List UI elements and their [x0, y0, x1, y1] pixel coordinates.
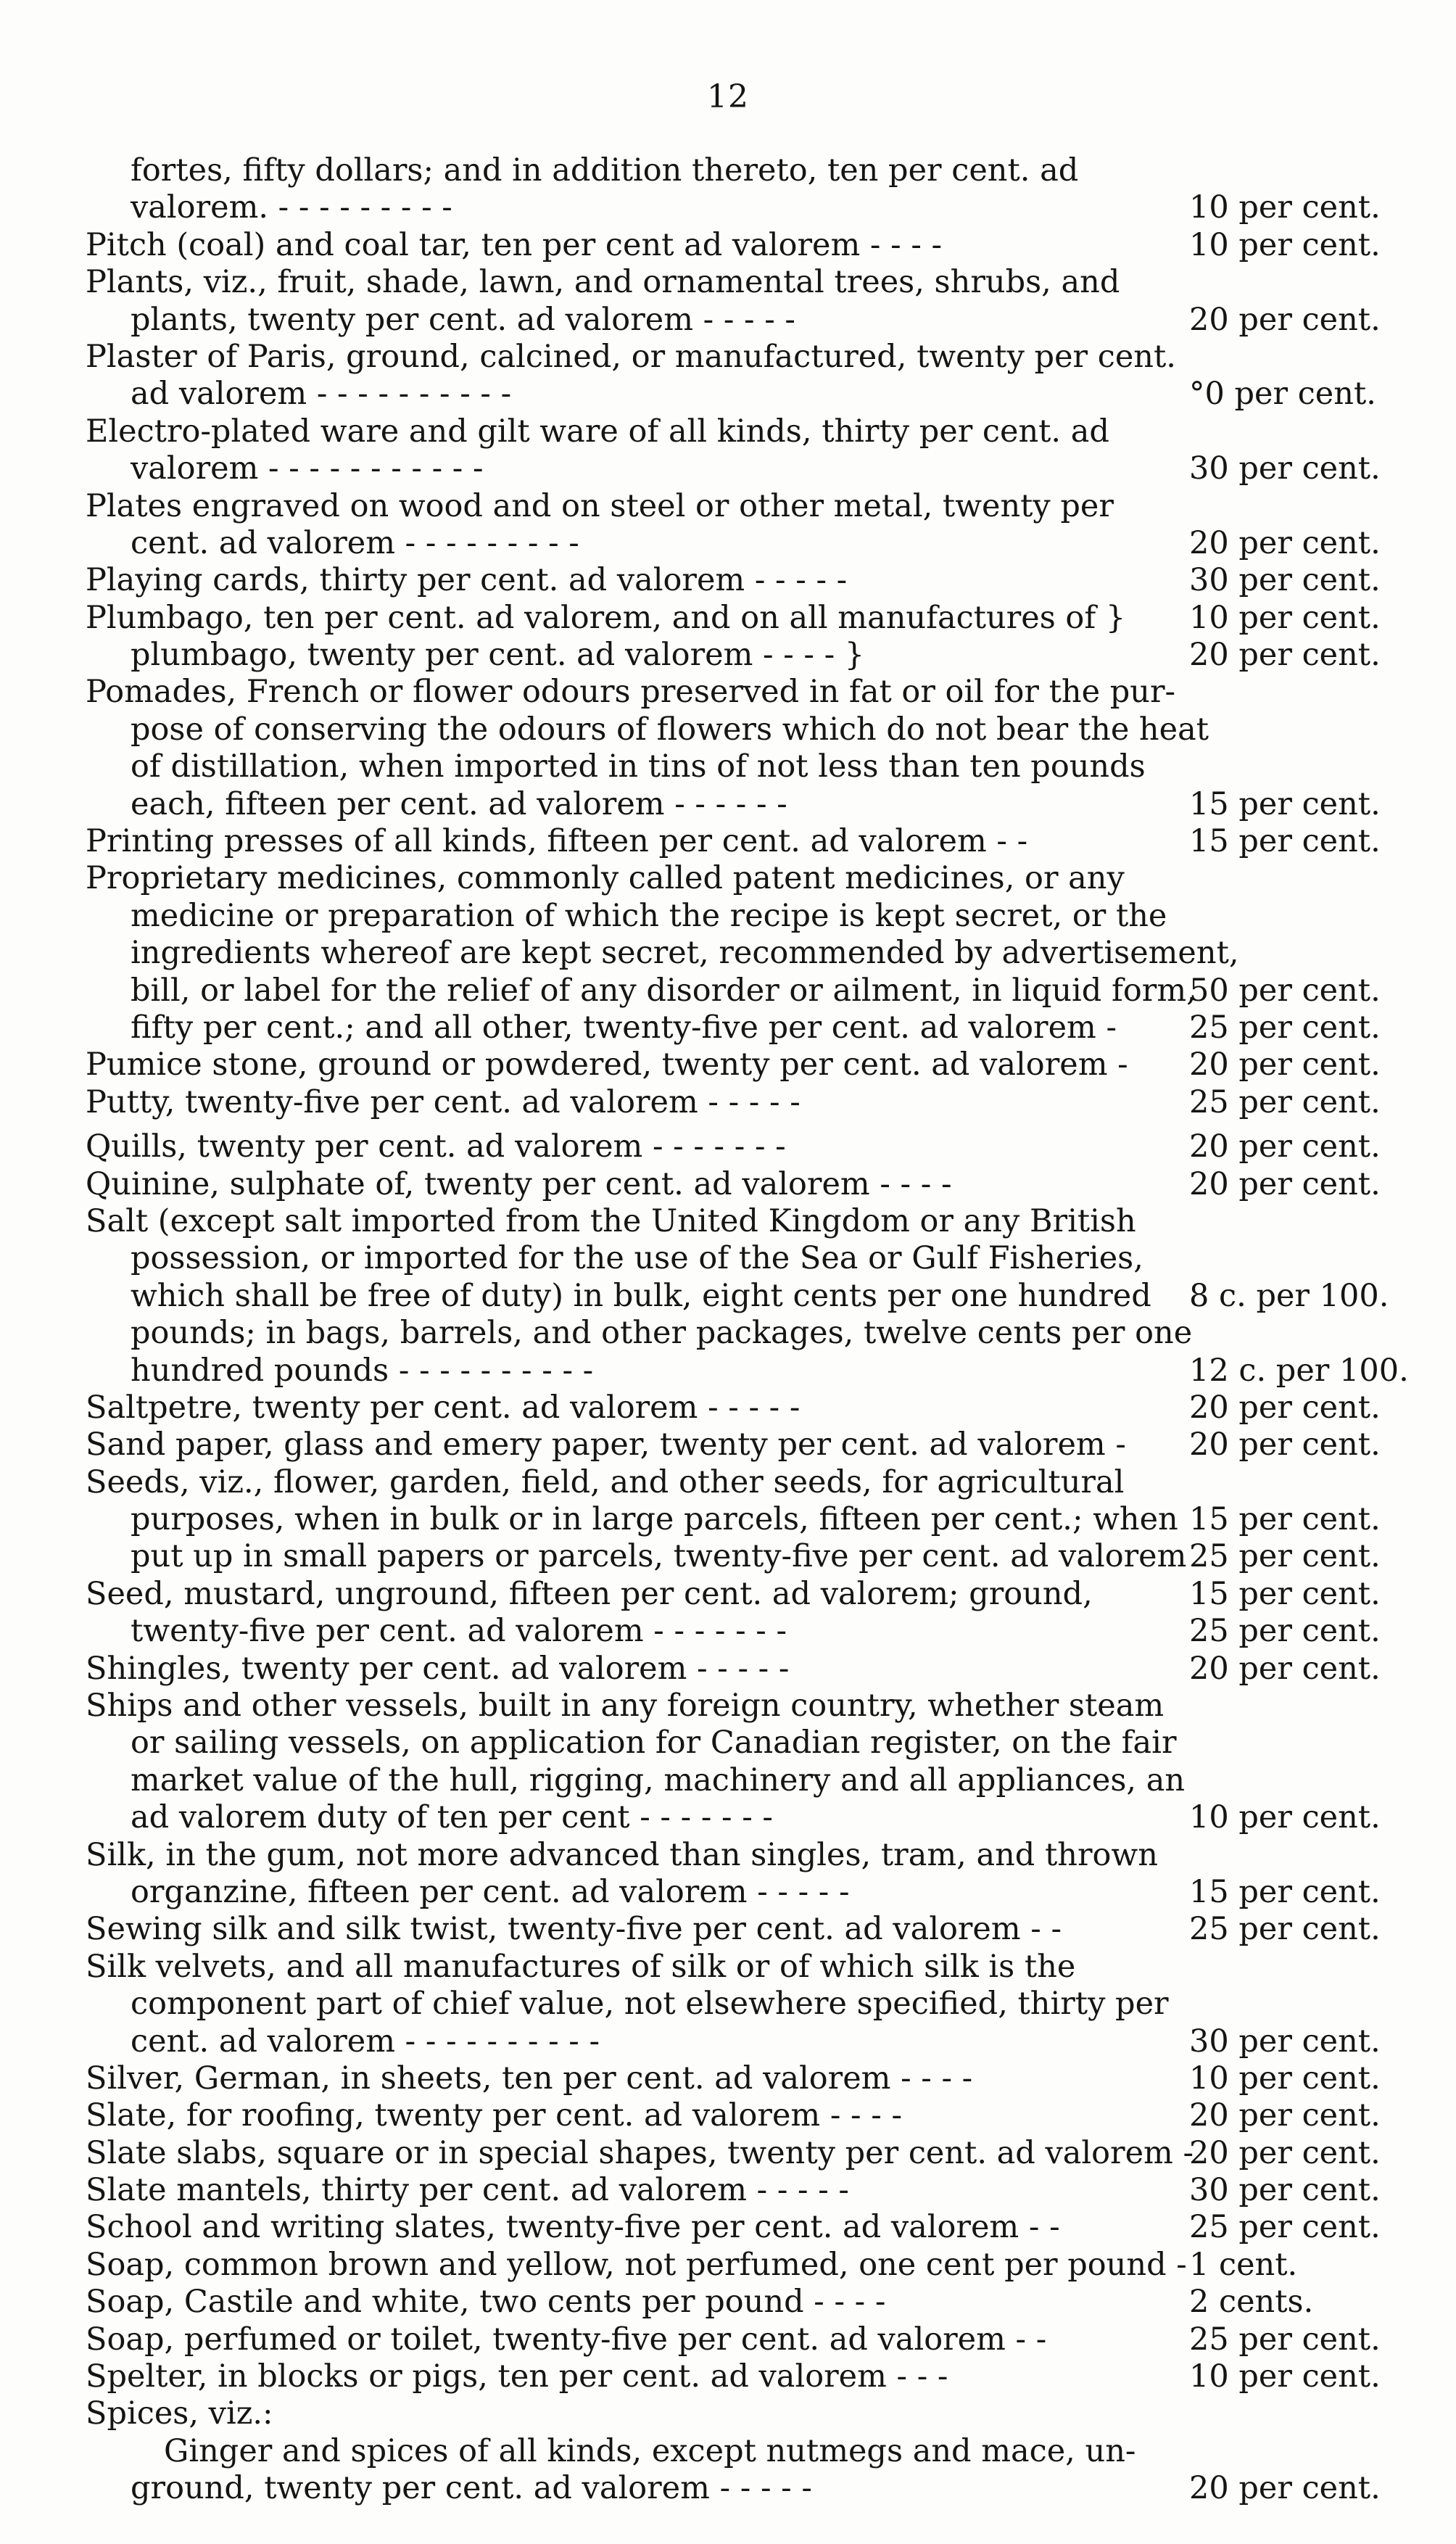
line-text: hundred pounds - - - - - - - - - - [131, 1352, 594, 1389]
duty-rate: 20 per cent. [1189, 2134, 1381, 2171]
line-text: Seeds, viz., flower, garden, field, and other seeds, for agricultural [86, 1463, 1125, 1500]
line-text: Spelter, in blocks or pigs, ten per cent. ad valorem - - - [86, 2358, 948, 2395]
tariff-line [86, 2433, 1391, 2470]
duty-rate: 20 per cent. [1189, 301, 1381, 338]
tariff-line [86, 1009, 1391, 1046]
line-text: Ships and other vessels, built in any foreign country, whether steam [86, 1688, 1165, 1725]
duty-rate: 30 per cent. [1189, 2172, 1381, 2209]
tariff-line [86, 674, 1391, 711]
duty-rate: 30 per cent. [1189, 450, 1381, 487]
duty-rate: 10 per cent. [1189, 226, 1381, 263]
line-text: put up in small papers or parcels, twenty-five per cent. ad valorem [131, 1538, 1187, 1575]
line-text: Pomades, French or flower odours preserved in fat or oil for the pur- [86, 674, 1176, 711]
tariff-line [86, 600, 1391, 637]
tariff-line [86, 1651, 1391, 1688]
line-text: plumbago, twenty per cent. ad valorem - - - - } [131, 637, 865, 674]
line-text: Plumbago, ten per cent. ad valorem, and on all manufactures of } [86, 599, 1126, 636]
tariff-line [86, 1762, 1391, 1799]
tariff-line [86, 1084, 1391, 1121]
line-text: Silver, German, in sheets, ten per cent. ad valorem - - - - [86, 2060, 973, 2097]
duty-rate: 30 per cent. [1189, 562, 1381, 599]
line-text: Silk velvets, and all manufactures of silk or of which silk is the [86, 1948, 1076, 1985]
line-text: or sailing vessels, on application for Canadian register, on the fair [131, 1725, 1177, 1762]
tariff-line [86, 2135, 1391, 2172]
tariff-line [86, 562, 1391, 599]
tariff-line [86, 1688, 1391, 1725]
tariff-line [86, 1278, 1391, 1315]
tariff-line [86, 227, 1391, 264]
line-text: of distillation, when imported in tins of not less than ten pounds [131, 748, 1146, 785]
line-text: cent. ad valorem - - - - - - - - - [131, 524, 579, 561]
line-text: Silk, in the gum, not more advanced than singles, tram, and thrown [86, 1836, 1158, 1873]
line-text: component part of chief value, not elsewhere specified, thirty per [131, 1986, 1169, 2023]
line-text: Slate, for roofing, twenty per cent. ad valorem - - - - [86, 2097, 902, 2134]
duty-rate: 1 cent. [1189, 2246, 1298, 2283]
duty-rate: 20 per cent. [1189, 1650, 1381, 1687]
line-text: Slate slabs, square or in special shapes, twenty per cent. ad valorem - [86, 2134, 1194, 2171]
tariff-entries [86, 152, 1409, 2508]
line-text: Playing cards, thirty per cent. ad valorem - - - - - [86, 562, 848, 599]
line-text: medicine or preparation of which the recipe is kept secret, or the [131, 897, 1167, 934]
tariff-line [86, 2284, 1391, 2321]
duty-rate: 20 per cent. [1189, 1389, 1381, 1426]
tariff-line [86, 1986, 1391, 2023]
tariff-line [86, 152, 1391, 189]
tariff-line [86, 488, 1391, 525]
line-text: plants, twenty per cent. ad valorem - - - - - [131, 301, 795, 338]
line-text: ground, twenty per cent. ad valorem - - - - - [131, 2470, 812, 2507]
line-text: fifty per cent.; and all other, twenty-five per cent. ad valorem - [131, 1009, 1117, 1046]
duty-rate: 25 per cent. [1189, 2209, 1381, 2246]
line-text: Sewing silk and silk twist, twenty-five per cent. ad valorem - - [86, 1911, 1062, 1948]
duty-rate: 10 per cent. [1189, 599, 1381, 636]
duty-rate: 8 c. per 100. [1189, 1277, 1389, 1314]
tariff-line [86, 1613, 1391, 1650]
tariff-line [86, 1538, 1391, 1575]
duty-rate: °0 per cent. [1189, 376, 1376, 413]
tariff-line [86, 1799, 1391, 1836]
duty-rate: 15 per cent. [1189, 1575, 1381, 1612]
duty-rate: 25 per cent. [1189, 1911, 1381, 1948]
duty-rate: 25 per cent. [1189, 1538, 1381, 1575]
tariff-line [86, 972, 1391, 1009]
tariff-line [86, 711, 1391, 748]
duty-rate: 20 per cent. [1189, 2097, 1381, 2134]
line-text: Electro-plated ware and gilt ware of all kinds, thirty per cent. ad [86, 413, 1109, 450]
tariff-line [86, 1352, 1409, 1389]
tariff-line [86, 1203, 1391, 1240]
tariff-line [86, 1426, 1391, 1463]
line-text: ad valorem - - - - - - - - - - [131, 376, 512, 413]
line-text: Saltpetre, twenty per cent. ad valorem - - - - - [86, 1389, 801, 1426]
tariff-line [86, 450, 1391, 487]
duty-rate: 30 per cent. [1189, 2023, 1381, 2060]
tariff-line [86, 2172, 1391, 2209]
tariff-line [86, 2060, 1391, 2097]
duty-rate: 20 per cent. [1189, 1426, 1381, 1463]
line-text: ingredients whereof are kept secret, recommended by advertisement, [131, 935, 1239, 972]
line-text: School and writing slates, twenty-five per cent. ad valorem - - [86, 2209, 1060, 2246]
line-text: bill, or label for the relief of any disorder or ailment, in liquid form, [131, 972, 1196, 1009]
line-text: pose of conserving the odours of flowers which do not bear the heat [131, 711, 1209, 748]
tariff-line [86, 1166, 1391, 1203]
line-text: Soap, common brown and yellow, not perfumed, one cent per pound - [86, 2246, 1187, 2283]
tariff-line [86, 2097, 1391, 2134]
line-text: Pumice stone, ground or powdered, twenty per cent. ad valorem - [86, 1046, 1128, 1083]
tariff-line [86, 1874, 1391, 1911]
tariff-line [86, 1501, 1391, 1538]
duty-rate: 15 per cent. [1189, 1501, 1381, 1538]
line-text: pounds; in bags, barrels, and other packages, twelve cents per one [131, 1315, 1193, 1352]
duty-rate: 50 per cent. [1189, 972, 1381, 1009]
tariff-line [86, 413, 1391, 450]
line-text: Sand paper, glass and emery paper, twenty per cent. ad valorem - [86, 1426, 1126, 1463]
line-text: Pitch (coal) and coal tar, ten per cent ad valorem - - - - [86, 226, 943, 263]
duty-rate: 25 per cent. [1189, 2321, 1381, 2358]
line-text: possession, or imported for the use of the Sea or Gulf Fisheries, [131, 1240, 1143, 1277]
line-text: ad valorem duty of ten per cent - - - - - - - [131, 1799, 773, 1836]
line-text: Spices, viz.: [86, 2395, 273, 2432]
line-text: which shall be free of duty) in bulk, eight cents per one hundred [131, 1277, 1151, 1314]
tariff-line [86, 1464, 1391, 1501]
duty-rate: 15 per cent. [1189, 1873, 1381, 1910]
duty-rate: 10 per cent. [1189, 189, 1381, 226]
duty-rate: 25 per cent. [1189, 1613, 1381, 1650]
line-text: organzine, fifteen per cent. ad valorem - - - - - [131, 1873, 850, 1910]
tariff-line [86, 302, 1391, 339]
tariff-line [86, 525, 1391, 562]
line-text: Soap, Castile and white, two cents per pound - - - - [86, 2284, 886, 2321]
line-text: Soap, perfumed or toilet, twenty-five per cent. ad valorem - - [86, 2321, 1047, 2358]
duty-rate: 20 per cent. [1189, 2470, 1381, 2507]
tariff-line [86, 935, 1391, 972]
line-text: Seed, mustard, unground, fifteen per cent. ad valorem; ground, [86, 1575, 1093, 1612]
line-text: Shingles, twenty per cent. ad valorem - - - - - [86, 1650, 790, 1687]
tariff-line [86, 860, 1391, 897]
tariff-line [86, 1949, 1391, 1986]
tariff-line [86, 1725, 1391, 1762]
line-text: market value of the hull, rigging, machinery and all appliances, an [131, 1762, 1186, 1798]
tariff-line [86, 2247, 1391, 2284]
tariff-line [86, 189, 1391, 226]
tariff-line [86, 376, 1391, 413]
duty-rate: 10 per cent. [1189, 2060, 1381, 2097]
tariff-line [86, 1389, 1391, 1426]
line-text: Quills, twenty per cent. ad valorem - - - - - - - [86, 1128, 786, 1165]
line-text: Quinine, sulphate of, twenty per cent. ad valorem - - - - [86, 1165, 952, 1202]
line-text: Plaster of Paris, ground, calcined, or manufactured, twenty per cent. [86, 338, 1176, 375]
tariff-line [86, 1128, 1391, 1165]
duty-rate: 25 per cent. [1189, 1083, 1381, 1120]
line-text: Proprietary medicines, commonly called patent medicines, or any [86, 860, 1125, 897]
duty-rate: 2 cents. [1189, 2284, 1314, 2321]
line-text: cent. ad valorem - - - - - - - - - - [131, 2023, 600, 2060]
tariff-line [86, 2023, 1391, 2060]
tariff-line [86, 1911, 1391, 1948]
line-text: each, fifteen per cent. ad valorem - - - - - - [131, 785, 787, 822]
duty-rate: 20 per cent. [1189, 637, 1381, 674]
tariff-line [86, 748, 1391, 785]
tariff-line [86, 2470, 1391, 2507]
tariff-line [86, 2321, 1391, 2358]
line-text: Plants, viz., fruit, shade, lawn, and ornamental trees, shrubs, and [86, 264, 1120, 301]
line-text: Printing presses of all kinds, fifteen per cent. ad valorem - - [86, 823, 1028, 860]
duty-rate: 20 per cent. [1189, 1128, 1381, 1165]
tariff-line [86, 898, 1391, 935]
line-text: Plates engraved on wood and on steel or other metal, twenty per [86, 487, 1114, 524]
tariff-line [86, 1315, 1391, 1352]
tariff-line [86, 2358, 1391, 2395]
line-text: Salt (except salt imported from the United Kingdom or any British [86, 1202, 1136, 1239]
duty-rate: 15 per cent. [1189, 823, 1381, 860]
tariff-line [86, 1046, 1391, 1083]
tariff-line [86, 339, 1391, 376]
duty-rate: 10 per cent. [1189, 2358, 1381, 2395]
line-text: twenty-five per cent. ad valorem - - - - - - - [131, 1613, 787, 1650]
line-text: Ginger and spices of all kinds, except nutmegs and mace, un- [164, 2432, 1136, 2469]
duty-rate: 20 per cent. [1189, 524, 1381, 561]
tariff-line [86, 2209, 1391, 2246]
tariff-line [86, 264, 1391, 301]
line-text: Slate mantels, thirty per cent. ad valorem - - - - - [86, 2172, 849, 2209]
page-number: 12 [707, 78, 749, 115]
duty-rate: 15 per cent. [1189, 785, 1381, 822]
duty-rate: 10 per cent. [1189, 1799, 1381, 1836]
line-text: fortes, fifty dollars; and in addition thereto, ten per cent. ad [131, 152, 1079, 189]
line-text: valorem - - - - - - - - - - - [131, 450, 484, 487]
line-text: valorem. - - - - - - - - - [131, 189, 452, 226]
tariff-line [86, 1837, 1391, 1874]
duty-rate: 20 per cent. [1189, 1165, 1381, 1202]
tariff-line [86, 1576, 1391, 1613]
line-text: Putty, twenty-five per cent. ad valorem - - - - - [86, 1083, 801, 1120]
tariff-line [86, 1240, 1391, 1277]
tariff-line [86, 637, 1391, 674]
tariff-line [86, 786, 1391, 823]
duty-rate: 12 c. per 100. [1189, 1352, 1409, 1389]
duty-rate: 20 per cent. [1189, 1046, 1381, 1083]
tariff-line [86, 823, 1391, 860]
line-text: purposes, when in bulk or in large parcels, fifteen per cent.; when [131, 1501, 1178, 1538]
duty-rate: 25 per cent. [1189, 1009, 1381, 1046]
tariff-line [86, 2395, 1391, 2432]
